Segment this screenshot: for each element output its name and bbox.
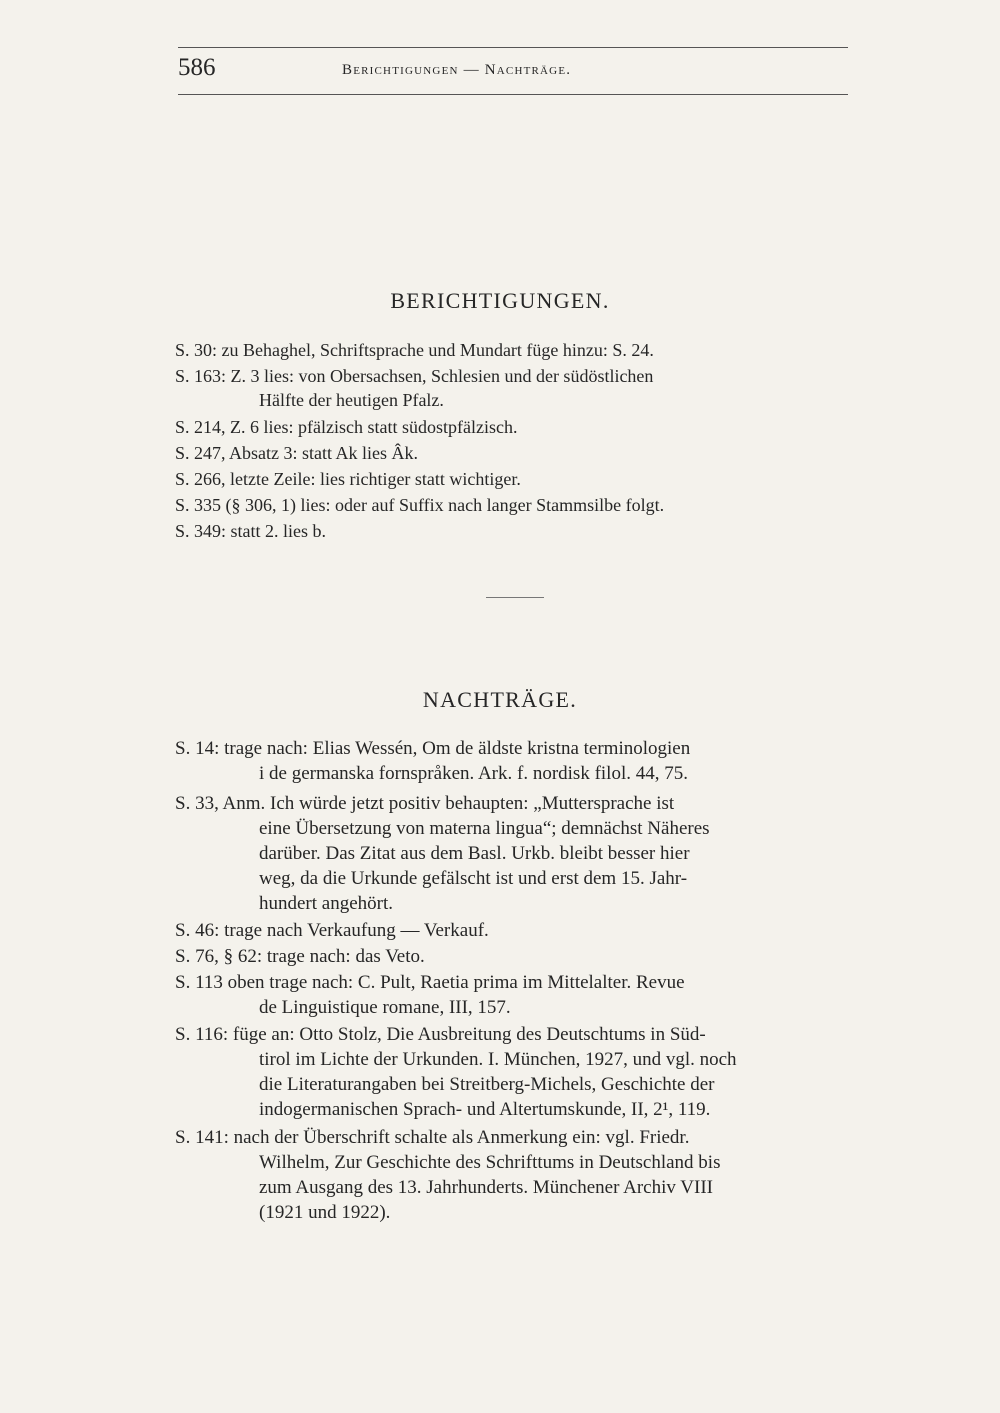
entry-continuation: zum Ausgang des 13. Jahrhunderts. Münchener Archiv VIII [259, 1177, 713, 1198]
section-divider [486, 597, 544, 598]
entry-line: S. 163: Z. 3 lies: von Obersachsen, Schlesien und der südöstlichen [175, 366, 654, 386]
entry-continuation: de Linguistique romane, III, 157. [259, 997, 511, 1018]
entry-continuation: Hälfte der heutigen Pfalz. [259, 390, 444, 410]
entry-continuation: i de germanska fornspråken. Ark. f. nordisk filol. 44, 75. [259, 763, 688, 784]
berichtigungen-heading: BERICHTIGUNGEN. [390, 288, 610, 313]
entry-line: S. 116: füge an: Otto Stolz, Die Ausbreitung des Deutschtums in Süd- [175, 1024, 706, 1045]
entry-continuation: tirol im Lichte der Urkunden. I. München, 1927, und vgl. noch [259, 1049, 737, 1070]
entry-line: S. 113 oben trage nach: C. Pult, Raetia prima im Mittelalter. Revue [175, 972, 685, 993]
entry-continuation: Wilhelm, Zur Geschichte des Schrifttums in Deutschland bis [259, 1152, 721, 1173]
entry-line: S. 46: trage nach Verkaufung — Verkauf. [175, 920, 489, 941]
entry-line: S. 247, Absatz 3: statt Ak lies Âk. [175, 443, 418, 463]
entry-continuation: darüber. Das Zitat aus dem Basl. Urkb. bleibt besser hier [259, 843, 690, 864]
nachtraege-heading: NACHTRÄGE. [422, 687, 578, 712]
page-number: 586 [178, 54, 216, 81]
running-title: Berichtigungen — Nachträge. [342, 62, 572, 78]
entry-continuation: weg, da die Urkunde gefälscht ist und erst dem 15. Jahr- [259, 868, 688, 889]
header-bottom-rule [178, 94, 848, 95]
entry-continuation: eine Übersetzung von materna lingua“; demnächst Näheres [259, 818, 710, 839]
entry-line: S. 14: trage nach: Elias Wessén, Om de äldste kristna terminologien [175, 738, 691, 759]
page-header [178, 54, 848, 90]
entry-line: S. 141: nach der Überschrift schalte als Anmerkung ein: vgl. Friedr. [175, 1127, 690, 1148]
entry-continuation: hundert angehört. [259, 893, 394, 914]
entry-line: S. 214, Z. 6 lies: pfälzisch statt südostpfälzisch. [175, 417, 518, 437]
entry-continuation: (1921 und 1922). [259, 1202, 391, 1223]
entry-continuation: indogermanischen Sprach- und Altertumskunde, II, 2¹, 119. [259, 1099, 711, 1120]
entry-continuation: die Literaturangaben bei Streitberg-Michels, Geschichte der [259, 1074, 715, 1095]
entry-line: S. 266, letzte Zeile: lies richtiger statt wichtiger. [175, 469, 521, 489]
header-top-rule [178, 47, 848, 48]
entry-line: S. 335 (§ 306, 1) lies: oder auf Suffix nach langer Stammsilbe folgt. [175, 495, 665, 515]
entry-line: S. 30: zu Behaghel, Schriftsprache und Mundart füge hinzu: S. 24. [175, 340, 654, 360]
entry-line: S. 33, Anm. Ich würde jetzt positiv behaupten: „Muttersprache ist [175, 793, 675, 814]
entry-line: S. 349: statt 2. lies b. [175, 521, 327, 541]
entry-line: S. 76, § 62: trage nach: das Veto. [175, 946, 425, 967]
